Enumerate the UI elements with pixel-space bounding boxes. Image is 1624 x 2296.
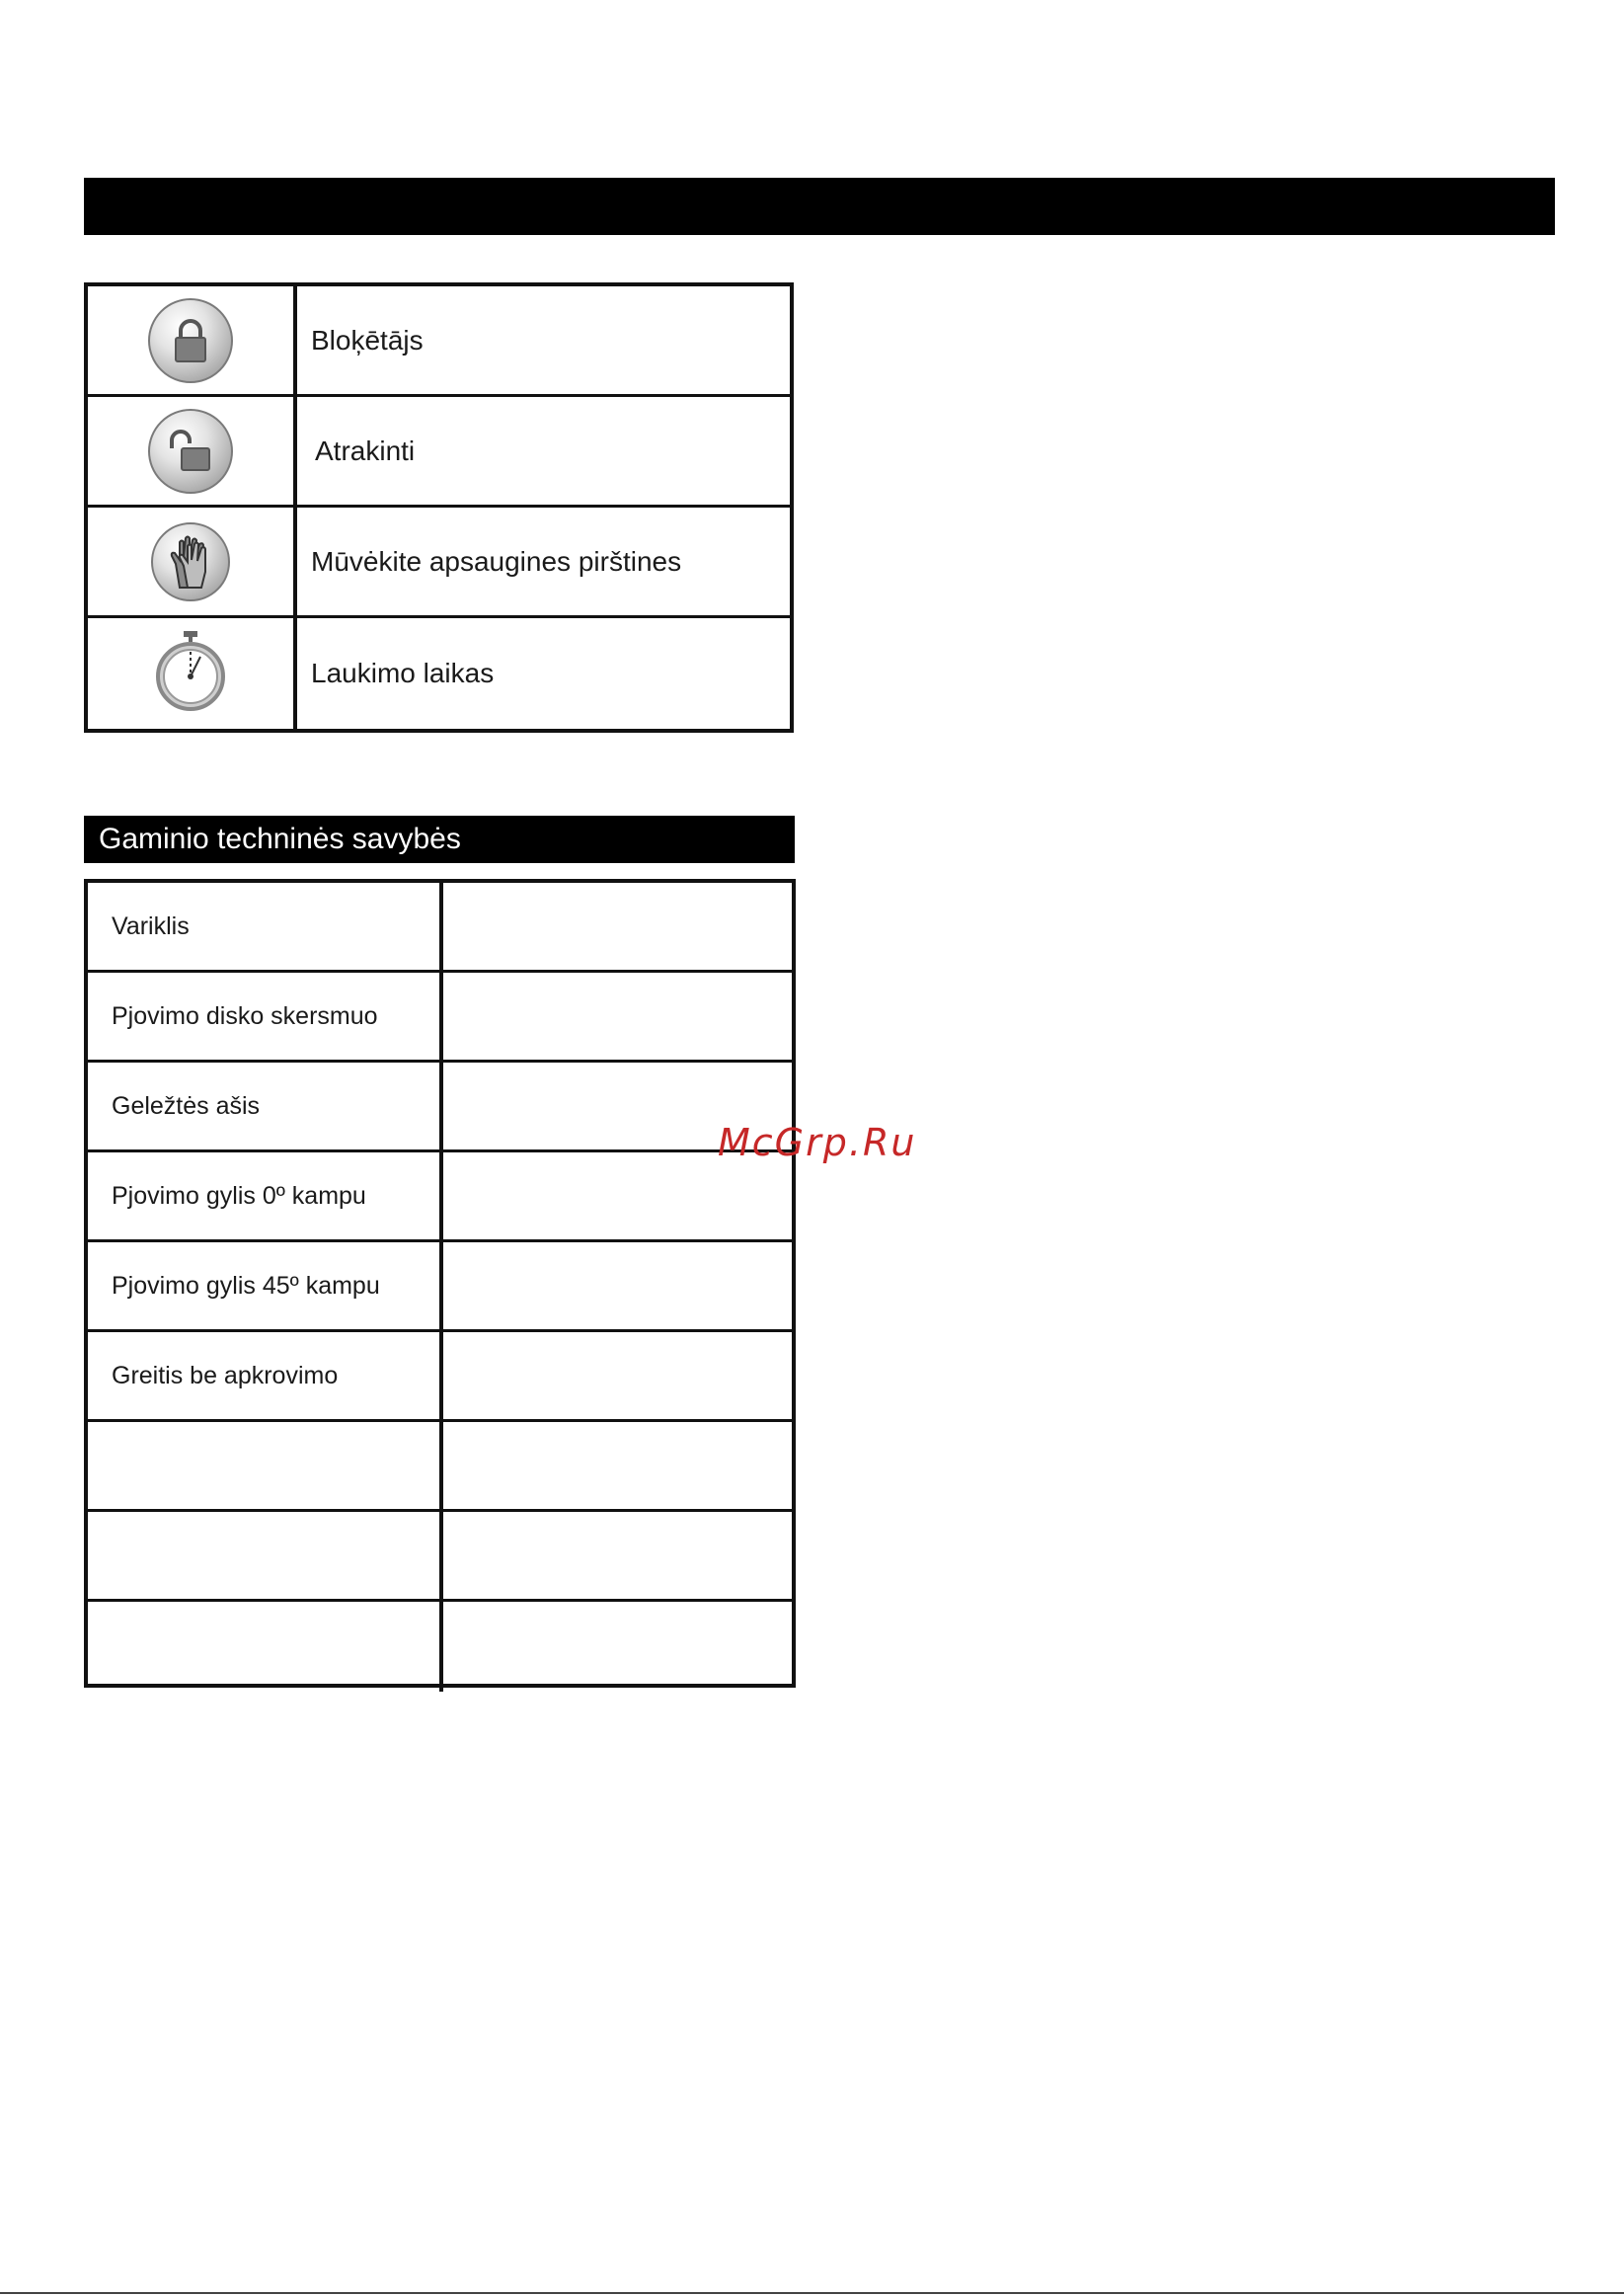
spec-row xyxy=(88,1152,792,1242)
symbol-label: Mūvėkite apsaugines pirštines xyxy=(311,545,682,577)
symbol-row xyxy=(88,508,790,618)
spec-value xyxy=(443,1332,792,1419)
symbol-label: Laukimo laikas xyxy=(311,658,495,688)
spec-row xyxy=(88,1332,792,1422)
padlock-locked-icon xyxy=(148,298,233,383)
symbol-row xyxy=(88,618,790,729)
spec-label: Pjovimo disko skersmuo xyxy=(88,973,443,1060)
spec-label xyxy=(88,1512,443,1599)
spec-label: Geležtės ašis xyxy=(88,1063,443,1149)
symbol-label: Atrakinti xyxy=(315,435,416,466)
specs-title: Gaminio techninės savybės xyxy=(84,816,795,863)
spec-value xyxy=(443,1242,792,1329)
spec-value xyxy=(443,1152,792,1239)
spec-value xyxy=(443,1422,792,1509)
symbol-row xyxy=(88,286,790,397)
spec-row xyxy=(88,1512,792,1602)
watermark: McGrp.Ru xyxy=(718,1121,917,1164)
bottom-rule xyxy=(0,2292,1624,2294)
symbols-table xyxy=(84,282,794,733)
spec-label xyxy=(88,1602,443,1692)
protective-gloves-icon xyxy=(151,522,230,601)
spec-value xyxy=(443,1512,792,1599)
spec-label: Variklis xyxy=(88,883,443,970)
specs-table xyxy=(84,879,796,1688)
spec-label: Greitis be apkrovimo xyxy=(88,1332,443,1419)
spec-row xyxy=(88,1242,792,1332)
spec-row xyxy=(88,1422,792,1512)
spec-value xyxy=(443,973,792,1060)
spec-value xyxy=(443,883,792,970)
spec-row xyxy=(88,1602,792,1692)
spec-label: Pjovimo gylis 0º kampu xyxy=(88,1152,443,1239)
spec-row xyxy=(88,1063,792,1152)
header-bar xyxy=(84,178,1555,235)
symbol-row xyxy=(88,397,790,508)
spec-label: Pjovimo gylis 45º kampu xyxy=(88,1242,443,1329)
spec-value xyxy=(443,1602,792,1692)
symbol-label: Bloķētājs xyxy=(311,324,424,356)
spec-label xyxy=(88,1422,443,1509)
stopwatch-icon xyxy=(154,630,227,718)
spec-row xyxy=(88,973,792,1063)
spec-row xyxy=(88,883,792,973)
padlock-unlocked-icon xyxy=(148,409,233,494)
